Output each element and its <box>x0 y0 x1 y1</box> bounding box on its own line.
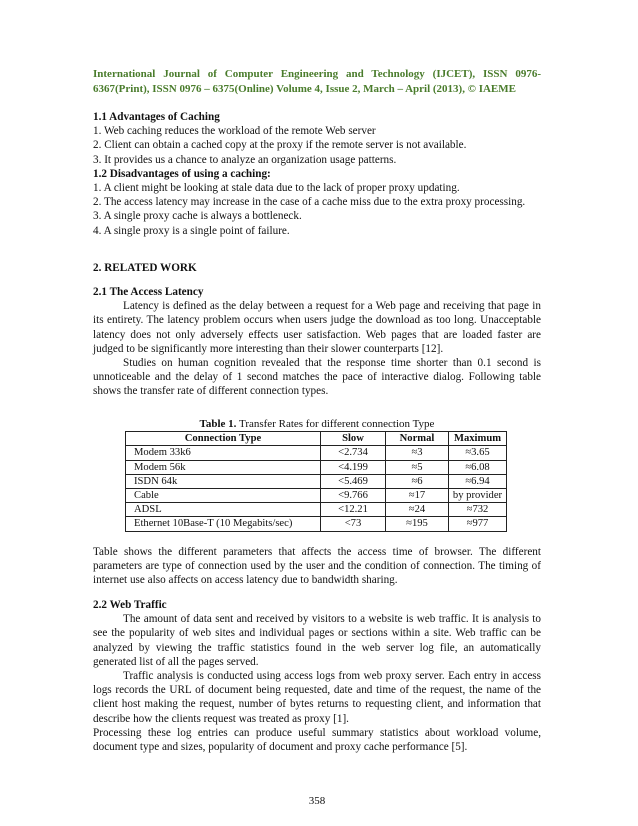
table-cell: <4.199 <box>321 460 386 474</box>
table-row <box>126 474 507 488</box>
table-cell: ≈732 <box>449 503 507 517</box>
section-heading: 2.2 Web Traffic <box>93 599 167 611</box>
column-header: Maximum <box>449 432 507 446</box>
table-cell: ISDN 64k <box>126 474 321 488</box>
paragraph: Traffic analysis is conducted using access logs from web proxy server. Each entry in access logs records the URL of document being requested, date and time of the request, the name of the client host making the request, number of bytes returns to requesting client, and information that describe how the clients request was treated as proxy [1]. <box>93 670 541 725</box>
table-row <box>126 446 507 460</box>
table-cell: <73 <box>321 517 386 531</box>
table-cell: <9.766 <box>321 489 386 503</box>
table-cell: <2.734 <box>321 446 386 460</box>
table-row <box>126 460 507 474</box>
journal-header: International Journal of Computer Engineering and Technology (IJCET), ISSN 0976-6367(Print), ISSN 0976 – 6375(Online) Volume 4, Issue 2, March – April (2013), © IAEME <box>93 68 541 95</box>
table-cell: by provider <box>449 489 507 503</box>
column-header: Connection Type <box>126 432 321 446</box>
list-item: 2. Client can obtain a cached copy at the proxy if the remote server is not available. <box>93 139 467 152</box>
access-latency-section <box>93 285 541 399</box>
table-cell: ≈977 <box>449 517 507 531</box>
table-caption-text: Transfer Rates for different connection Type <box>236 418 435 430</box>
table-caption <box>93 417 541 431</box>
column-header: Slow <box>321 432 386 446</box>
table-cell: ≈24 <box>386 503 449 517</box>
related-work-heading-block <box>93 261 541 275</box>
table-cell: Modem 56k <box>126 460 321 474</box>
page-number: 358 <box>308 795 326 807</box>
table-row <box>126 503 507 517</box>
after-table-block <box>93 545 541 588</box>
table-cell: ≈3 <box>386 446 449 460</box>
table-cell: ≈195 <box>386 517 449 531</box>
section-heading: 2.1 The Access Latency <box>93 286 204 298</box>
table-cell: <12.21 <box>321 503 386 517</box>
paragraph: Studies on human cognition revealed that the response time shorter than 0.1 second is unnoticeable and the delay of 1 second matches the pace of interactive dialog. Following table shows the transfer rate of different connection types. <box>93 357 541 398</box>
table-cell: Cable <box>126 489 321 503</box>
table-cell: Modem 33k6 <box>126 446 321 460</box>
section-heading: 1.2 Disadvantages of using a caching: <box>93 167 271 180</box>
table-cell: ≈3.65 <box>449 446 507 460</box>
section-heading: 2. RELATED WORK <box>93 262 197 274</box>
table-header-row <box>126 432 507 446</box>
paragraph: The amount of data sent and received by visitors to a website is web traffic. It is analysis to see the popularity of web sites and individual pages or sections within a site. Web traffic can be analyzed by viewing the traffic statistics found in the web server log file, an automatically generated list of all the pages served. <box>93 613 541 668</box>
paragraph: Latency is defined as the delay between a request for a Web page and receiving that page in its entirety. The latency problem occurs when users judge the download as too long. Unacceptable latency does not only adversely effects user satisfaction. Web pages that are loaded faster are judged to be significantly more interesting than their slower counterparts [12]. <box>93 300 541 355</box>
list-item: 2. The access latency may increase in the case of a cache miss due to the extra proxy processing. <box>93 196 526 209</box>
paragraph: Table shows the different parameters that affects the access time of browser. The different parameters are type of connection used by the user and the condition of connection. The timing of internet use also affects on access latency due to bandwidth sharing. <box>93 546 541 587</box>
table-cell: Ethernet 10Base-T (10 Megabits/sec) <box>126 517 321 531</box>
table-cell: ≈17 <box>386 489 449 503</box>
paragraph: Processing these log entries can produce useful summary statistics about workload volume, document type and sizes, popularity of document and proxy cache performance [5]. <box>93 726 541 754</box>
transfer-rates-table <box>125 431 507 531</box>
list-item: 1. Web caching reduces the workload of the remote Web server <box>93 125 376 138</box>
advantages-section <box>93 110 541 238</box>
list-item: 1. A client might be looking at stale data due to the lack of proper proxy updating. <box>93 182 460 195</box>
web-traffic-section <box>93 598 541 754</box>
table-row <box>126 489 507 503</box>
section-heading: 1.1 Advantages of Caching <box>93 111 220 123</box>
column-header: Normal <box>386 432 449 446</box>
table-caption-label: Table 1. <box>199 418 237 430</box>
table-cell: ADSL <box>126 503 321 517</box>
list-item: 3. It provides us a chance to analyze an organization usage patterns. <box>93 153 397 166</box>
table-cell: ≈5 <box>386 460 449 474</box>
table-cell: <5.469 <box>321 474 386 488</box>
table-cell: ≈6.94 <box>449 474 507 488</box>
table1-block <box>93 417 541 532</box>
table-cell: ≈6 <box>386 474 449 488</box>
list-item: 4. A single proxy is a single point of failure. <box>93 224 290 237</box>
table-row <box>126 517 507 531</box>
list-item: 3. A single proxy cache is always a bottleneck. <box>93 210 302 223</box>
table-cell: ≈6.08 <box>449 460 507 474</box>
